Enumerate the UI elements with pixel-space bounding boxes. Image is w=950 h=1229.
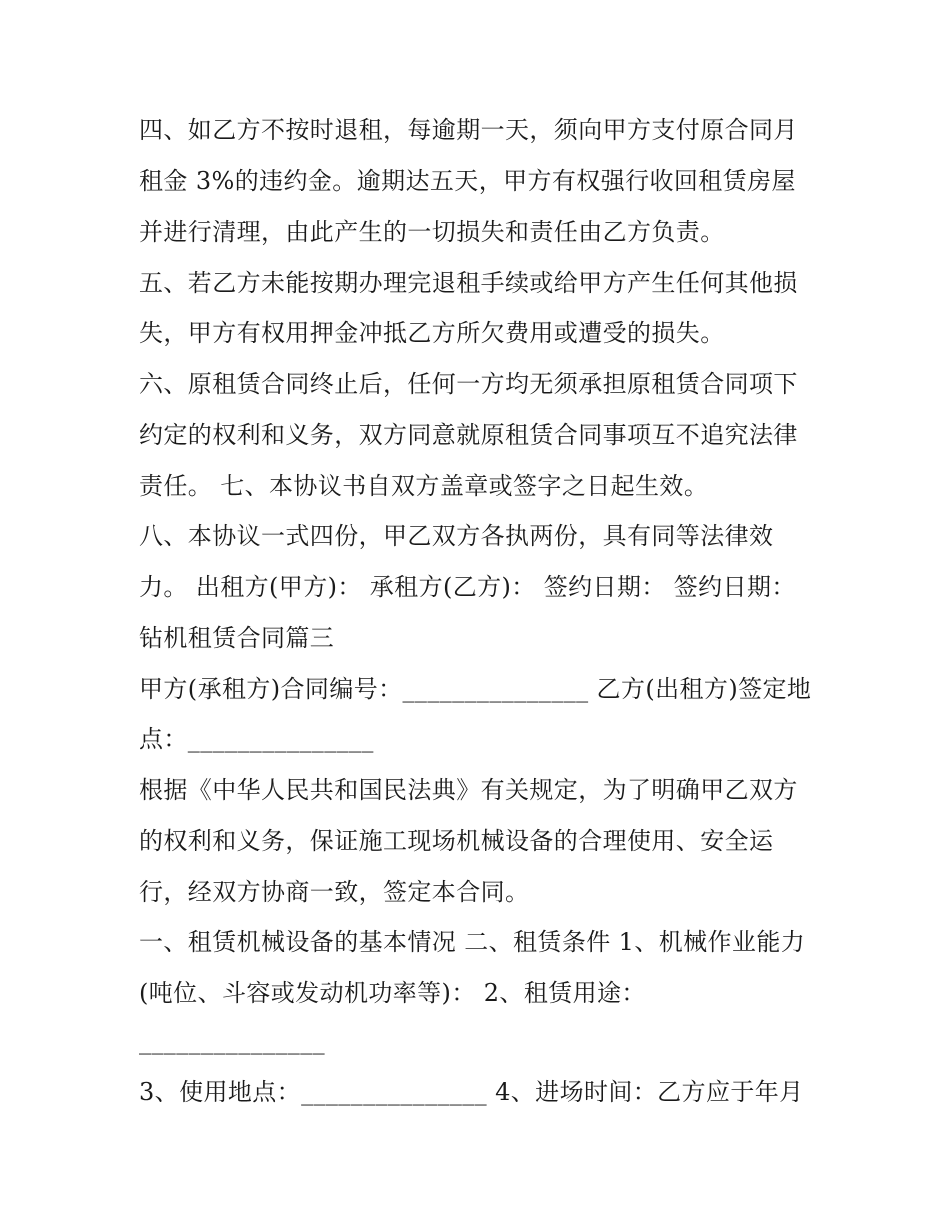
text-line: 租金 3%的违约金。逾期达五天，甲方有权强行收回租赁房屋 — [139, 167, 796, 195]
text-line: 力。 出租方(甲方)： 承租方(乙方)： 签约日期： 签约日期： — [139, 573, 796, 601]
text-line: 八、本协议一式四份，甲乙双方各执两份，具有同等法律效 — [139, 522, 774, 550]
text-line: 根据《中华人民共和国民法典》有关规定，为了明确甲乙双方 — [139, 776, 798, 804]
text-line: 3、使用地点：_______________ 4、进场时间：乙方应于年月 — [139, 1078, 804, 1106]
text-line: 约定的权利和义务，双方同意就原租赁合同事项互不追究法律 — [139, 421, 798, 449]
text-line: 并进行清理，由此产生的一切损失和责任由乙方负责。 — [139, 218, 725, 246]
text-line: 点：_______________ — [139, 725, 374, 753]
text-line: 的权利和义务，保证施工现场机械设备的合理使用、安全运 — [139, 827, 774, 855]
text-line: (吨位、斗容或发动机功率等)： 2、租赁用途： — [139, 979, 646, 1007]
text-line: 行，经双方协商一致，签定本合同。 — [139, 878, 530, 906]
section-heading: 钻机租赁合同篇三 — [139, 624, 335, 652]
text-line: 失，甲方有权用押金冲抵乙方所欠费用或遭受的损失。 — [139, 319, 725, 347]
text-line: 甲方(承租方)合同编号：_______________ 乙方(出租方)签定地 — [139, 675, 812, 703]
text-line: 六、原租赁合同终止后，任何一方均无须承担原租赁合同项下 — [139, 370, 798, 398]
text-line: 四、如乙方不按时退租，每逾期一天，须向甲方支付原合同月 — [139, 116, 798, 144]
text-line: 一、租赁机械设备的基本情况 二、租赁条件 1、机械作业能力 — [139, 928, 806, 956]
text-line: 五、若乙方未能按期办理完退租手续或给甲方产生任何其他损 — [139, 269, 798, 297]
text-line: _______________ — [139, 1027, 325, 1055]
text-line: 责任。 七、本协议书自双方盖章或签字之日起生效。 — [139, 472, 709, 500]
